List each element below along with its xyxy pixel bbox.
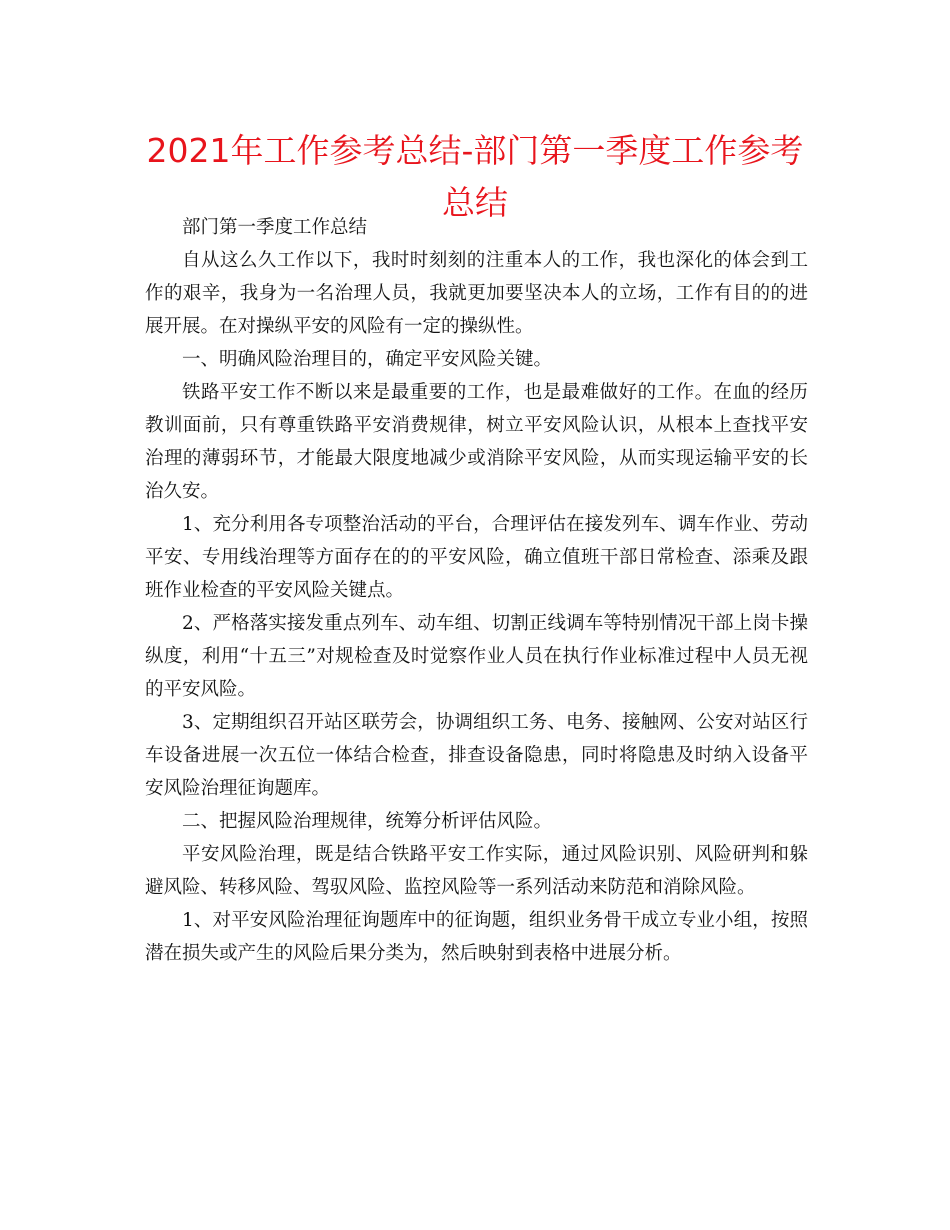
list-item: 2、严格落实接发重点列车、动车组、切割正线调车等特别情况干部上岗卡操纵度，利用“十五三”对规检查及时觉察作业人员在执行作业标准过程中人员无视的平安风险。: [145, 613, 808, 700]
document-body: [145, 211, 808, 970]
paragraph: 铁路平安工作不断以来是最重要的工作，也是最难做好的工作。在血的经历教训面前，只有尊重铁路平安消费规律，树立平安风险认识，从根本上查找平安治理的薄弱环节，才能最大限度地减少或消除平安风险，从而实现运输平安的长治久安。: [145, 382, 808, 502]
list-item: 1、充分利用各专项整治活动的平台，合理评估在接发列车、调车作业、劳动平安、专用线治理等方面存在的的平安风险，确立值班干部日常检查、添乘及跟班作业检查的平安风险关键点。: [145, 514, 808, 601]
paragraph: 平安风险治理，既是结合铁路平安工作实际，通过风险识别、风险研判和躲避风险、转移风险、驾驭风险、监控风险等一系列活动来防范和消除风险。: [145, 844, 808, 898]
list-item: 3、定期组织召开站区联劳会，协调组织工务、电务、接触网、公安对站区行车设备进展一次五位一体结合检查，排查设备隐患，同时将隐患及时纳入设备平安风险治理征询题库。: [145, 712, 808, 799]
paragraph: 自从这么久工作以下，我时时刻刻的注重本人的工作，我也深化的体会到工作的艰辛，我身为一名治理人员，我就更加要坚决本人的立场，工作有目的的进展开展。在对操纵平安的风险有一定的操纵性。: [145, 250, 808, 337]
list-item: 1、对平安风险治理征询题库中的征询题，组织业务骨干成立专业小组，按照潜在损失或产生的风险后果分类为，然后映射到表格中进展分析。: [145, 910, 808, 964]
section-heading-2: 二、把握风险治理规律，统筹分析评估风险。: [182, 811, 553, 832]
paragraph-subtitle: 部门第一季度工作总结: [182, 217, 368, 238]
section-heading-1: 一、明确风险治理目的，确定平安风险关键。: [182, 349, 553, 370]
document-title: 2021年工作参考总结-部门第一季度工作参考总结: [146, 131, 804, 222]
